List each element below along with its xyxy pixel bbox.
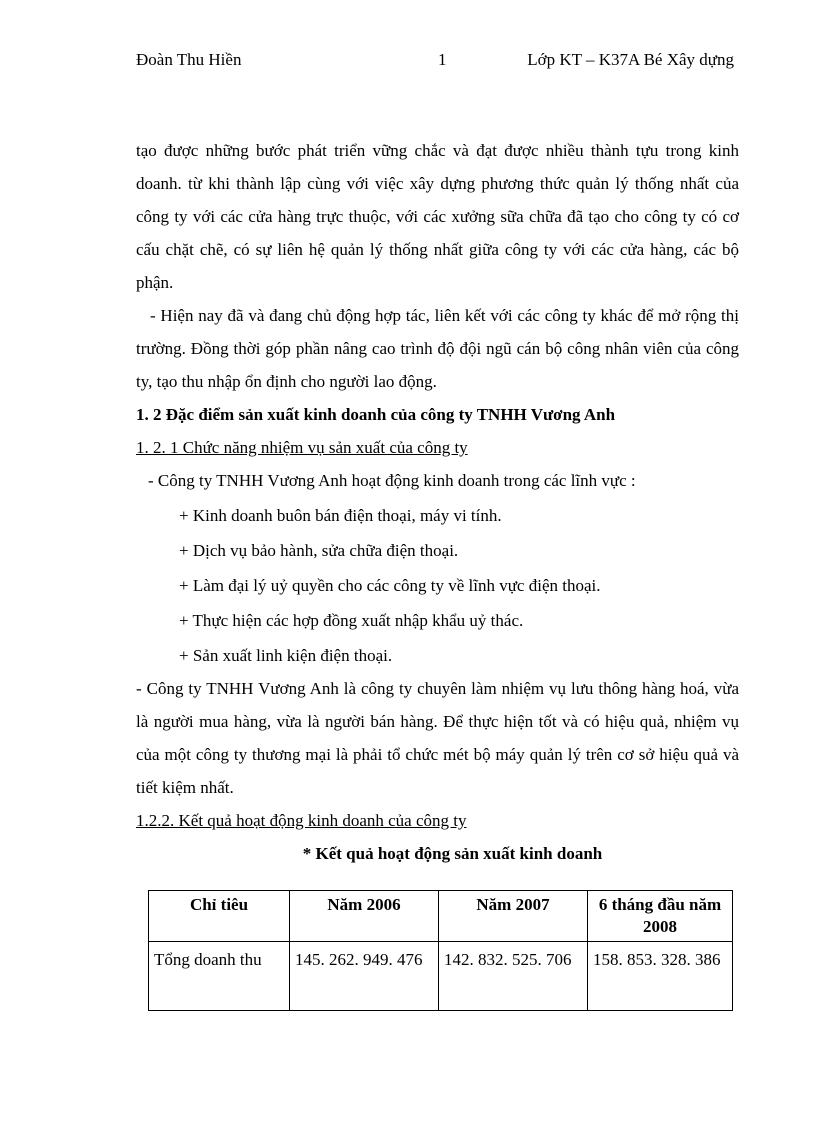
subsection-heading-2: 1.2.2. Kết quả hoạt động kinh doanh của công ty: [136, 811, 467, 830]
table-header-row: [149, 891, 733, 942]
table-cell: 145. 262. 949. 476: [290, 942, 439, 1011]
table-row: [149, 942, 733, 1011]
table-header-cell: Năm 2007: [439, 891, 588, 942]
table-title: * Kết quả hoạt động sản xuất kinh doanh: [302, 844, 603, 863]
list-item: + Dịch vụ bảo hành, sửa chữa điện thoại.: [179, 541, 459, 560]
header-author: Đoàn Thu Hiền: [136, 50, 242, 69]
table-header-cell: Năm 2006: [290, 891, 439, 942]
list-item: + Làm đại lý uỷ quyền cho các công ty về lĩnh vực điện thoại.: [179, 576, 601, 595]
list-item: + Thực hiện các hợp đồng xuất nhập khẩu uỷ thác.: [179, 611, 524, 630]
paragraph-3: - Công ty TNHH Vương Anh là công ty chuyên làm nhiệm vụ lưu thông hàng hoá, vừa là người mua hàng, vừa là người bán hàng. Để thực hiện tốt và có hiệu quả, nhiệm vụ của một công ty thương mại là phải tổ chức mét bộ máy quản lý trên cơ sở hiệu quả và tiết kiệm nhất.: [136, 679, 739, 797]
list-intro: - Công ty TNHH Vương Anh hoạt động kinh doanh trong các lĩnh vực :: [148, 471, 636, 490]
document-body: [136, 134, 739, 870]
section-heading: 1. 2 Đặc điểm sản xuất kinh doanh của công ty TNHH Vương Anh: [136, 405, 616, 424]
header-page-number: 1: [438, 50, 447, 69]
table-cell: Tổng doanh thu: [149, 942, 290, 1011]
page-header: [136, 50, 734, 74]
table-header-cell: 6 tháng đầu năm 2008: [588, 891, 733, 942]
paragraph-1: tạo được những bước phát triển vững chắc và đạt được nhiều thành tựu trong kinh doanh. từ khi thành lập cùng với việc xây dựng phương thức quản lý thống nhất của công ty với các cửa hàng trực thuộc, với các xưởng sữa chữa đã tạo cho công ty có cơ cấu chặt chẽ, có sự liên hệ quản lý thống nhất giữa công ty với các cửa hàng, các bộ phận.: [136, 141, 739, 292]
table-cell: 142. 832. 525. 706: [439, 942, 588, 1011]
header-class-info: Lớp KT – K37A Bé Xây dựng: [527, 50, 734, 69]
paragraph-2: - Hiện nay đã và đang chủ động hợp tác, liên kết với các công ty khác để mở rộng thị trường. Đồng thời góp phần nâng cao trình độ đội ngũ cán bộ công nhân viên của công ty, tạo thu nhập ổn định cho người lao động.: [136, 306, 739, 391]
table-cell: 158. 853. 328. 386: [588, 942, 733, 1011]
table-header-cell: Chỉ tiêu: [149, 891, 290, 942]
list-item: + Kinh doanh buôn bán điện thoại, máy vi tính.: [179, 506, 502, 525]
results-table: [148, 890, 733, 1011]
list-item: + Sản xuất linh kiện điện thoại.: [179, 646, 393, 665]
subsection-heading-1: 1. 2. 1 Chức năng nhiệm vụ sản xuất của công ty: [136, 438, 468, 457]
